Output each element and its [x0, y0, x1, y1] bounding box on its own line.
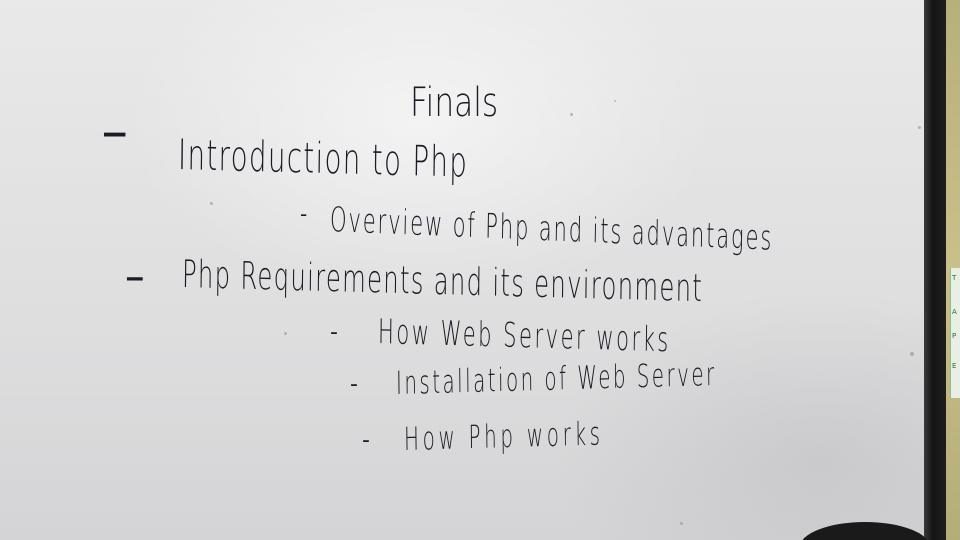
- tape-letter: T: [952, 274, 957, 282]
- dash-marker: -: [350, 372, 358, 397]
- tape-letter: A: [952, 308, 957, 316]
- subtopic-overview-of-php: Overview of Php and its advantages: [329, 200, 774, 259]
- board-frame: [924, 0, 946, 540]
- tape-letter: E: [952, 362, 957, 370]
- dash-marker: -: [362, 428, 370, 453]
- marker-speck: [918, 126, 921, 129]
- topic-php-requirements: Php Requirements and its environment: [181, 252, 704, 311]
- tape-letter: P: [952, 332, 957, 340]
- topic-introduction-to-php: Introduction to Php: [177, 130, 469, 187]
- marker-speck: [570, 113, 573, 116]
- dash-marker: -: [300, 202, 308, 226]
- dash-marker: -: [100, 104, 130, 160]
- marker-speck: [910, 352, 914, 356]
- tape-label: [950, 268, 960, 398]
- marker-speck: [680, 522, 683, 525]
- marker-speck: [614, 100, 616, 102]
- dash-marker: -: [124, 254, 146, 300]
- dash-marker: -: [330, 320, 338, 345]
- subtopic-how-php-works: How Php works: [403, 414, 604, 458]
- marker-speck: [284, 332, 287, 335]
- subtopic-installation-of-web-server: Installation of Web Server: [395, 354, 717, 402]
- board-title: Finals: [410, 80, 499, 126]
- marker-speck: [210, 202, 213, 205]
- subtopic-how-web-server-works: How Web Server works: [377, 312, 671, 361]
